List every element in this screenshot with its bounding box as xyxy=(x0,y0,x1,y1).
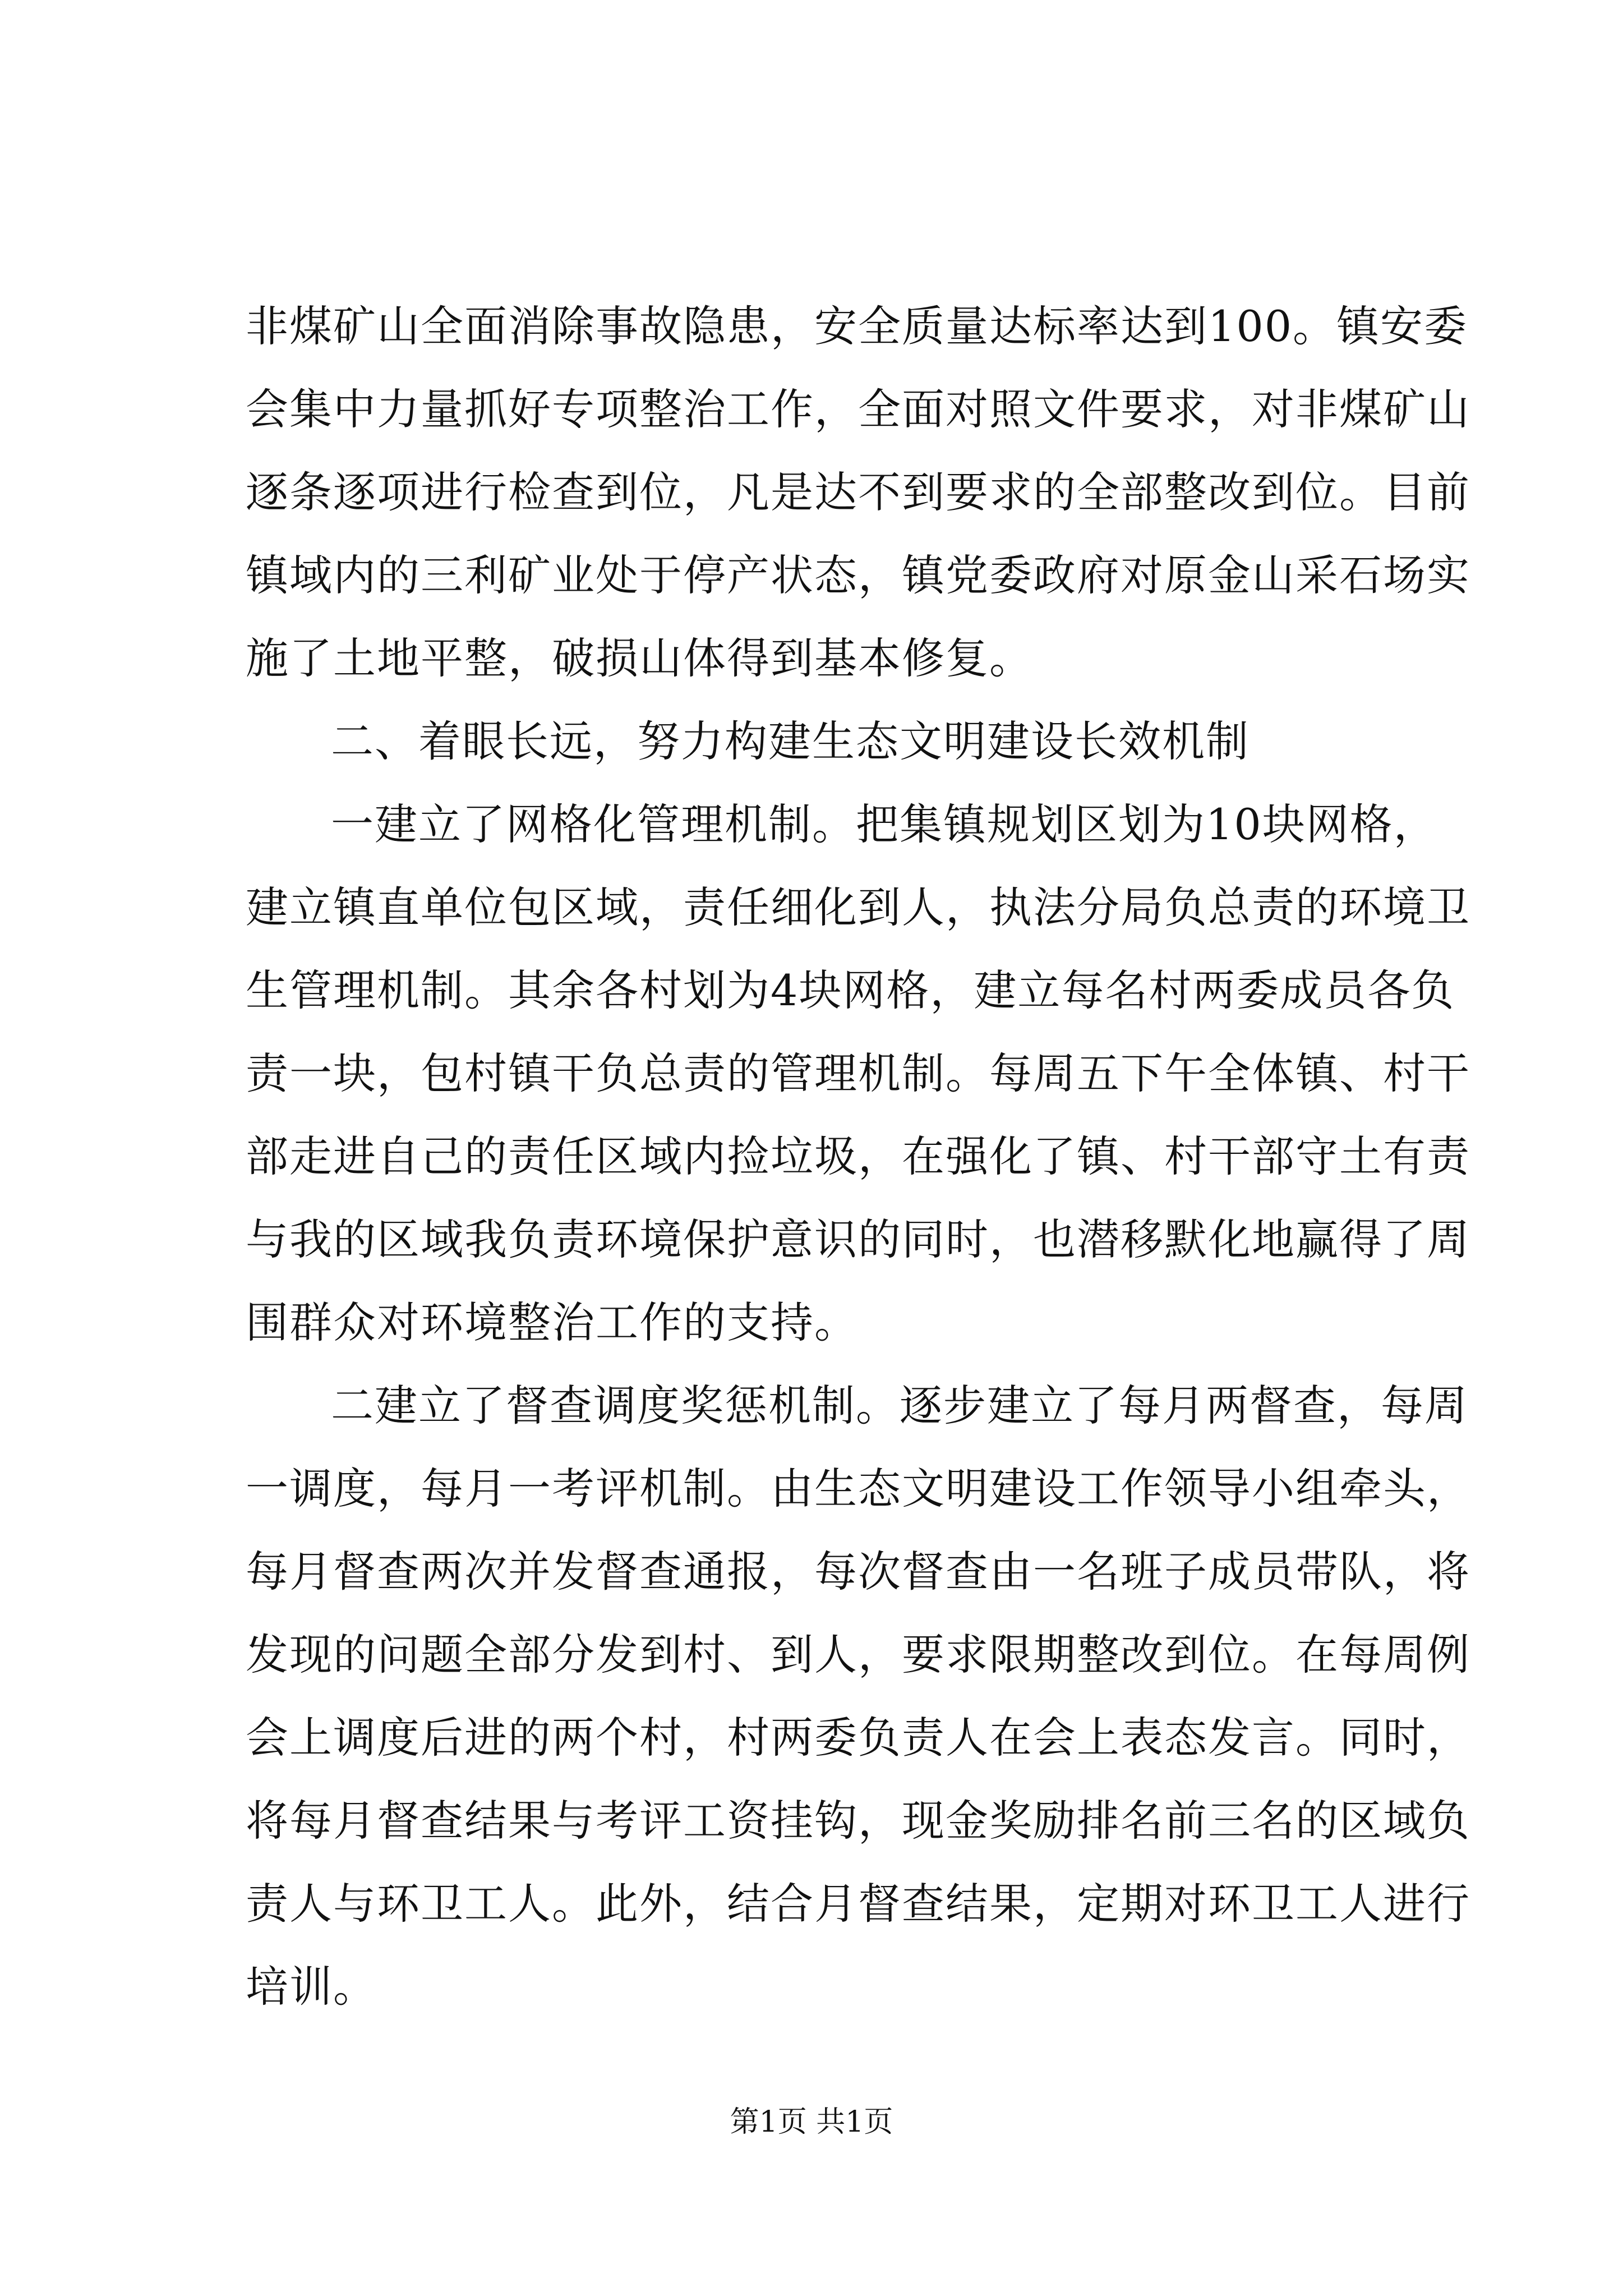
text-line: 施了土地平整，破损山体得到基本修复。 xyxy=(246,633,1033,683)
paragraph-2 xyxy=(246,783,1470,1364)
text-line: 围群众对环境整治工作的支持。 xyxy=(246,1297,858,1347)
text-line: 非煤矿山全面消除事故隐患，安全质量达标率达到100。镇安委 xyxy=(246,301,1468,351)
paragraph-1 xyxy=(246,285,1470,700)
text-line: 部走进自己的责任区域内捡垃圾，在强化了镇、村干部守土有责 xyxy=(246,1131,1470,1181)
text-line: 培训。 xyxy=(246,1962,377,2012)
text-line: 生管理机制。其余各村划为4块网格，建立每名村两委成员各负 xyxy=(246,965,1455,1015)
text-line: 责人与环卫工人。此外，结合月督查结果，定期对环卫工人进行 xyxy=(246,1879,1470,1929)
text-line: 将每月督查结果与考评工资挂钩，现金奖励排名前三名的区域负 xyxy=(246,1796,1470,1846)
text-line: 建立镇直单位包区域，责任细化到人，执法分局负总责的环境卫 xyxy=(246,882,1470,932)
text-line: 会上调度后进的两个村，村两委负责人在会上表态发言。同时， xyxy=(246,1713,1470,1763)
section-heading xyxy=(246,700,1418,783)
text-line: 一建立了网格化管理机制。把集镇规划区划为10块网格， xyxy=(331,799,1437,849)
paragraph-3 xyxy=(246,1364,1470,2028)
heading-text: 二、着眼长远，努力构建生态文明建设长效机制 xyxy=(331,716,1249,766)
text-line: 镇域内的三利矿业处于停产状态，镇党委政府对原金山采石场实 xyxy=(246,550,1470,600)
text-line: 与我的区域我负责环境保护意识的同时，也潜移默化地赢得了周 xyxy=(246,1214,1470,1264)
text-line: 一调度，每月一考评机制。由生态文明建设工作领导小组牵头， xyxy=(246,1464,1470,1513)
text-line: 逐条逐项进行检查到位，凡是达不到要求的全部整改到位。目前 xyxy=(246,467,1470,517)
page-number-footer: 第1页 共1页 xyxy=(730,2105,893,2139)
text-line: 责一块，包村镇干负总责的管理机制。每周五下午全体镇、村干 xyxy=(246,1048,1470,1098)
text-line: 会集中力量抓好专项整治工作，全面对照文件要求，对非煤矿山 xyxy=(246,384,1470,434)
text-line: 发现的问题全部分发到村、到人，要求限期整改到位。在每周例 xyxy=(246,1630,1470,1680)
document-body xyxy=(246,285,1470,2028)
text-line: 每月督查两次并发督查通报，每次督查由一名班子成员带队，将 xyxy=(246,1547,1470,1596)
text-line: 二建立了督查调度奖惩机制。逐步建立了每月两督查，每周 xyxy=(331,1381,1468,1430)
